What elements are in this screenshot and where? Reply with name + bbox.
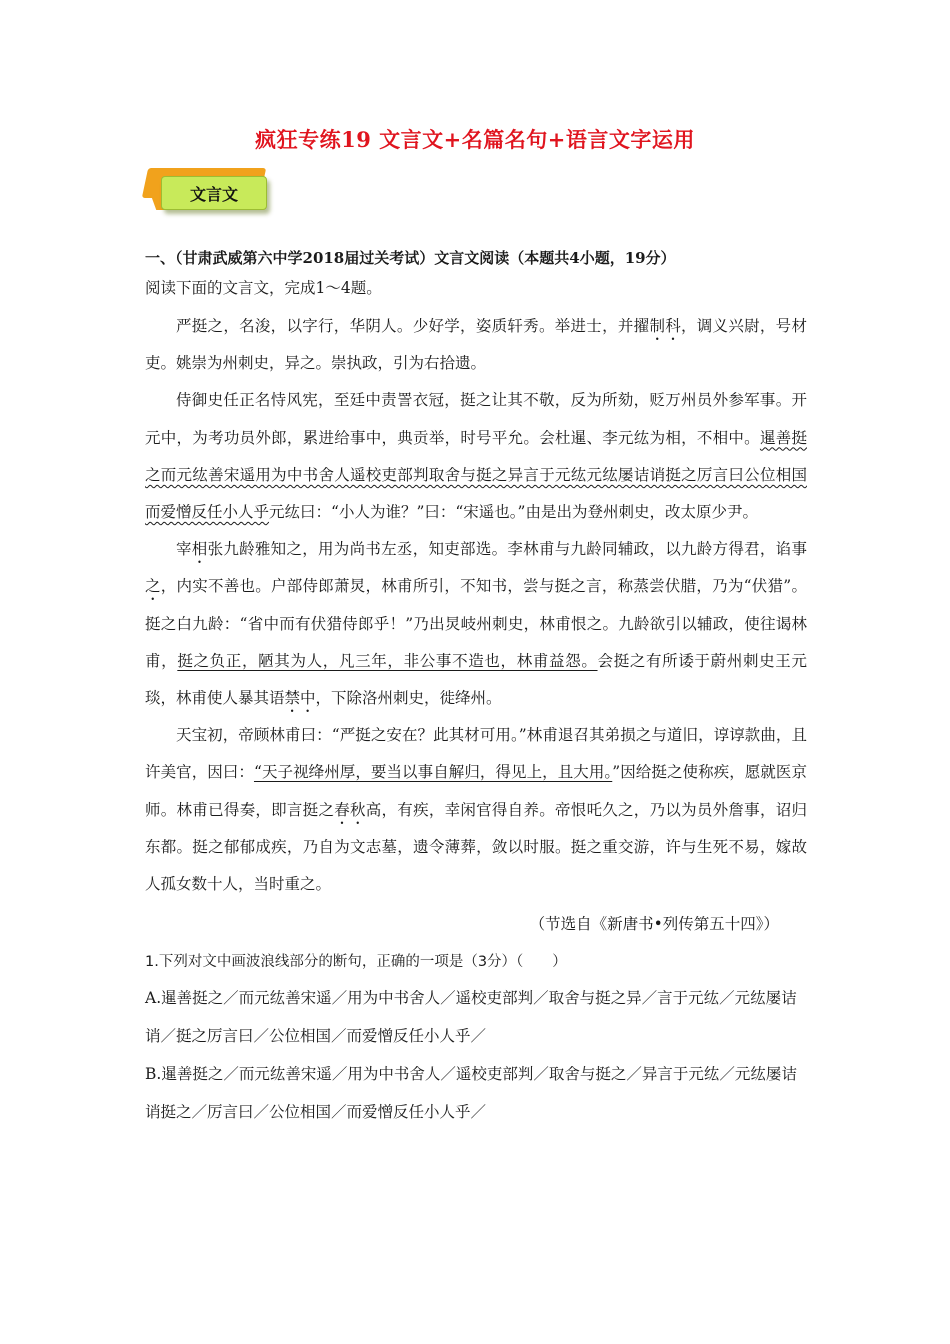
emphasis-dot-word: 相: [191, 540, 208, 559]
passage-paragraph-2: 侍御史任正名恃风宪，至廷中责詈衣冠，挺之让其不敬，反为所劾，贬万州员外参军事。开元中，为考功员外郎，累进给事中，典贡举，时号平允。会杜暹、李元纮为相，不相中。暹善挺之而元纮善宋遥用为中书舍人遥校吏部判取舍与挺之异言于元纮元纮屡诘诮挺之厉言曰公位相国而爱憎反任小人乎元纮曰：“小人为谁？”曰：“宋遥也。”由是出为登州刺史，改太原少尹。: [145, 391, 807, 522]
passage-source: （节选自《新唐书•列传第五十四》）: [529, 915, 779, 934]
option-a: A.暹善挺之／而元纮善宋遥／用为中书舍人／遥校吏部判／取舍与挺之异／言于元纮／元纮屡诘诮／挺之厉言曰／公位相国／而爱憎反任小人乎／: [145, 989, 797, 1046]
page-title: 疯狂专练19 文言文+名篇名句+语言文字运用: [255, 127, 695, 152]
wavy-underlined-text: 暹善挺之而元纮善宋遥用为中书舍人遥校吏部判取舍与挺之异言于元纮元纮屡诘诮挺之厉言曰公位相国而爱憎反任小人乎: [145, 428, 807, 522]
option-b: B.暹善挺之／而元纮善宋遥／用为中书舍人／遥校吏部判／取舍与挺之／异言于元纮／元纮屡诘诮挺之／厉言曰／公位相国／而爱憎反任小人乎／: [145, 1065, 797, 1122]
section-tab-label: 文言文: [161, 176, 267, 210]
underlined-sentence: “天子视绛州厚，要当以事自解归，得见上，且大用。: [253, 763, 613, 782]
section-tab: [145, 168, 273, 214]
passage-paragraph-3: 宰相张九龄雅知之，用为尚书左丞，知吏部选。李林甫与九龄同辅政，以九龄方得君，谄事之，内实不善也。户部侍郎萧炅，林甫所引，不知书，尝与挺之言，称蒸尝伏腊，乃为“伏猎”。挺之白九龄：“省中而有伏猎侍郎乎！”乃出炅岐州刺史，林甫恨之。九龄欲引以辅政，使往谒林甫，挺之负正，陋其为人，凡三年，非公事不造也，林甫益怨。会挺之有所诿于蔚州刺史王元琰，林甫使人暴其语禁中，下除洛州刺史，徙绛州。: [145, 540, 807, 708]
question-heading: 一、（甘肃武威第六中学2018届过关考试）文言文阅读（本题共4小题，19分）: [145, 249, 676, 267]
emphasis-dot-word: 春秋: [334, 800, 366, 819]
emphasis-dot-word: 制科: [649, 317, 681, 335]
underlined-sentence: 挺之负正，陋其为人，凡三年，非公事不造也，林甫益怨。: [177, 651, 598, 670]
document-body: [145, 244, 807, 1131]
emphasis-dot-word: 之: [145, 577, 161, 596]
passage-paragraph-4: 天宝初，帝顾林甫曰：“严挺之安在？此其材可用。”林甫退召其弟损之与道旧，谆谆款曲，且许美官，因曰：“天子视绛州厚，要当以事自解归，得见上，且大用。”因给挺之使称疾，愿就医京师。林甫已得奏，即言挺之春秋高，有疾，幸闲官得自养。帝恨吒久之，乃以为员外詹事，诏归东都。挺之郁郁成疾，乃自为文志墓，遗令薄葬，敛以时服。挺之重交游，许与生死不易，嫁故人孤女数十人，当时重之。: [145, 726, 807, 894]
reading-intro: 阅读下面的文言文，完成1～4题。: [145, 279, 382, 297]
emphasis-dot-word: 禁中: [284, 689, 316, 708]
passage-paragraph-1: 严挺之，名浚，以字行，华阴人。少好学，姿质轩秀。举进士，并擢制科，调义兴尉，号材吏。姚崇为州刺史，异之。崇执政，引为右拾遗。: [145, 317, 807, 373]
question-1: 1.下列对文中画波浪线部分的断句，正确的一项是（3分）（ ）: [145, 954, 567, 971]
